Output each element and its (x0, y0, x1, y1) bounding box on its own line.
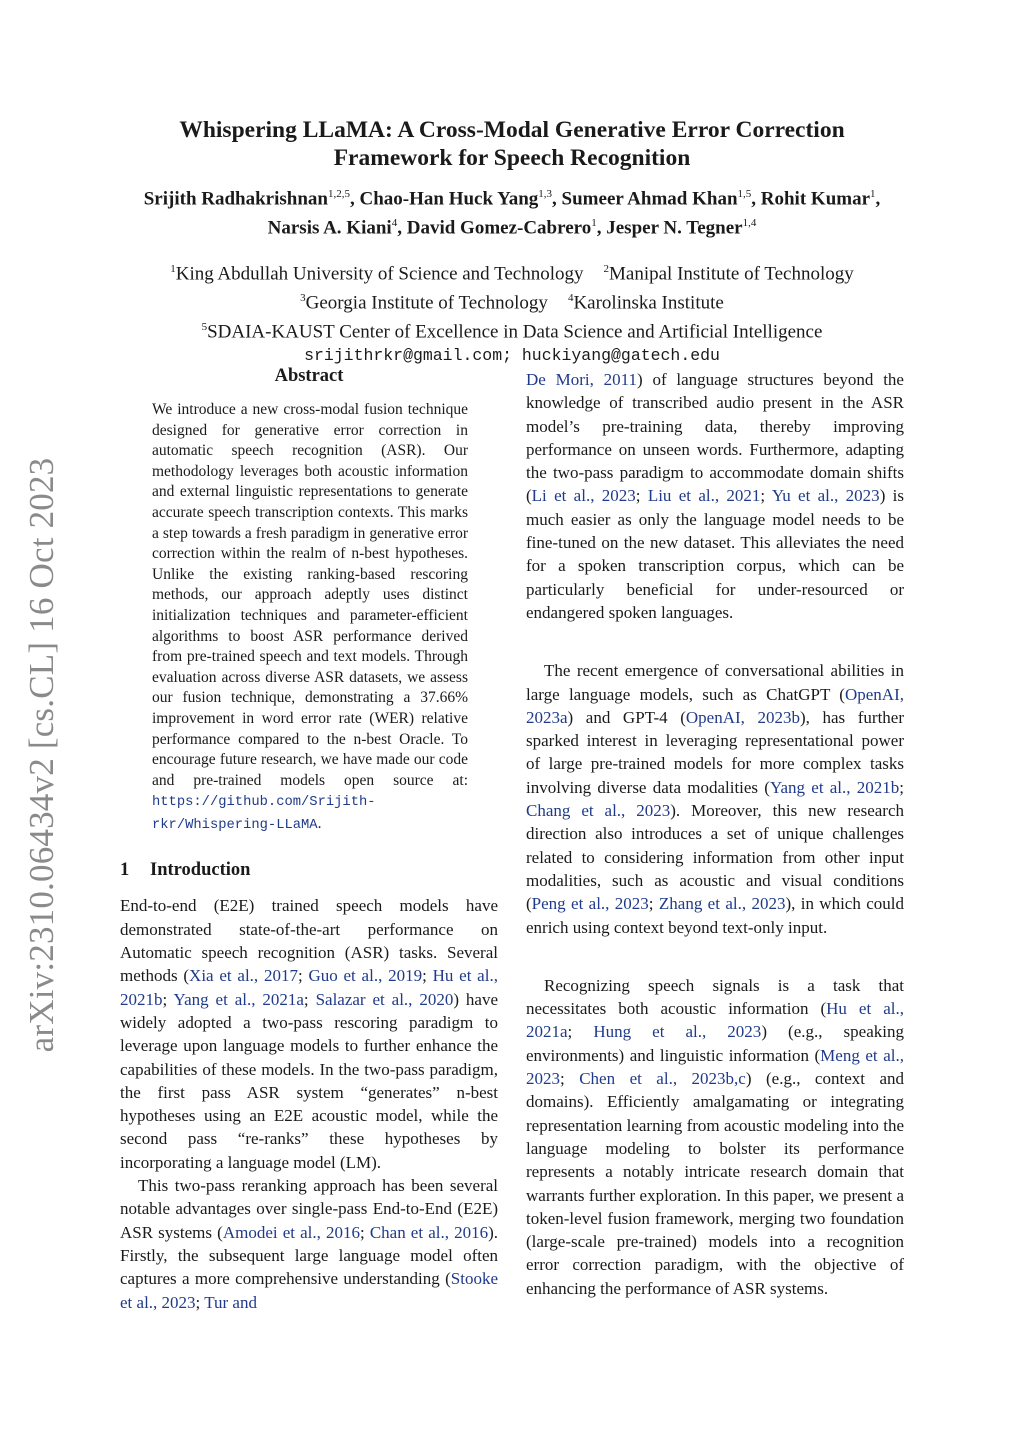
author: Rohit Kumar (760, 188, 871, 210)
contact-emails: srijithrkr@gmail.com; huckiyang@gatech.edu (304, 345, 720, 365)
author: David Gomez-Cabrero (406, 217, 592, 239)
paragraph-text: ), has further sparked interest in leveraging representational power of large pre-trained models for more complex tasks involving diverse data modalities ( (526, 707, 904, 797)
paragraph-text: ; (297, 966, 309, 986)
abstract-body: We introduce a new cross-modal fusion technique designed for generative error correction in automatic speech recognition (ASR). Our methodology leverages both acoustic information and external linguistic representations to generate accurate speech transcription contexts. This marks a step towards a fresh paradigm in generative error correction within the realm of n-best hypotheses. Unlike the existing ranking-based rescoring methods, our approach adeptly uses distinct initialization techniques and parameter-efficient algorithms to boost ASR performance derived from pre-trained speech and text models. Through evaluation across diverse ASR datasets, we assess our fusion technique, demonstrating a 37.66% improvement in word error rate (WER) relative performance compared to the n-best Oracle. To encourage future research, we have made our code and pre-trained models open source at: (152, 401, 468, 789)
abstract-heading: Abstract (274, 366, 344, 386)
affiliation: SDAIA-KAUST Center of Excellence in Data Science and Artificial Intelligence (207, 321, 823, 343)
citation-link[interactable]: Salazar et al., 2020 (315, 989, 454, 1009)
citation-link[interactable]: Xia et al., 2017 (189, 966, 298, 986)
section-number: 1 (120, 860, 130, 881)
citation-link[interactable]: Peng et al., 2023 (531, 894, 649, 914)
paragraph-text: End-to-end (E2E) trained speech models have demonstrated state-of-the-art performance on Automatic speech recognition (ASR) tasks. Several methods ( (120, 896, 498, 986)
citation-link[interactable]: Hu et al., 2021a (526, 999, 904, 1042)
paragraph-text: ) (e.g., speaking environments) and linguistic information ( (526, 1022, 904, 1065)
citation-link[interactable]: OpenAI, 2023b (685, 707, 800, 727)
citation-link[interactable]: Hung et al., 2023 (593, 1022, 762, 1042)
intro-paragraph-2-continued (526, 368, 904, 624)
arxiv-stamp (14, 455, 70, 1055)
paragraph-text: ) is much easier as only the language model needs to be fine-tuned on the new dataset. This alleviates the need for a spoken transcription corpus, which can be particularly beneficial for under-resourced or endangered spoken languages. (526, 486, 904, 622)
citation-link[interactable]: Chang et al., 2023 (526, 801, 671, 821)
author: Chao-Han Huck Yang (359, 188, 539, 210)
citation-link[interactable]: Zhang et al., 2023 (658, 894, 786, 914)
author-affiliation-marker: 1,4 (742, 217, 757, 230)
paragraph-text: ; (162, 989, 174, 1009)
paragraph-text: ; (567, 1022, 594, 1042)
paragraph-text: ) (e.g., context and domains). Efficiently amalgamating or integrating representation learning from acoustic modeling into the language modeling to bolster its performance represents a notably intricate research domain that warrants further exploration. In this paper, we present a token-level fusion framework, merging two foundation (large-scale pre-trained) models into a recognition error correction paradigm, with the objective of enhancing the performance of ASR systems. (526, 1069, 904, 1298)
intro-paragraph-4 (526, 974, 904, 1300)
author-affiliation-marker: 1 (591, 217, 597, 230)
section-heading-introduction (120, 858, 498, 882)
paragraph-text: ; (560, 1069, 580, 1089)
author: Jesper N. Tegner (606, 217, 743, 239)
citation-link[interactable]: Chan et al., 2016 (369, 1222, 489, 1242)
citation-link[interactable]: Guo et al., 2019 (308, 966, 423, 986)
author-affiliation-marker: 1 (870, 188, 876, 200)
paragraph-text: ; (303, 989, 316, 1009)
intro-paragraph-1 (120, 894, 498, 1174)
citation-link[interactable]: Yang et al., 2021b (769, 777, 900, 797)
paragraph-text: ) have widely adopted a two-pass rescoring paradigm to leverage upon language models to further enhance the capabilities of these models. In the two-pass paradigm, the first pass ASR system “generates” n-best hypotheses using an E2E acoustic model, while the second pass “re-ranks” these hypotheses by incorporating a language model (LM). (120, 989, 499, 1172)
paragraph-text: ), in which could enrich using context beyond text-only input. (526, 894, 904, 937)
paragraph-text: ; (648, 894, 659, 914)
affiliation: Manipal Institute of Technology (609, 262, 854, 284)
paragraph-text: ) and GPT-4 ( (567, 707, 686, 727)
affiliation: Karolinska Institute (573, 292, 724, 314)
citation-link[interactable]: Chen et al., 2023b,c (579, 1069, 746, 1089)
citation-link[interactable]: Yang et al., 2021a (173, 989, 304, 1009)
citation-link[interactable]: OpenAI, 2023a (526, 684, 904, 727)
paper-title (120, 116, 904, 172)
citation-link[interactable]: Li et al., 2023 (531, 486, 636, 506)
author-affiliation-marker: 1,2,5 (328, 188, 350, 200)
affiliation-number: 2 (603, 262, 610, 275)
citation-link[interactable]: Liu et al., 2021 (647, 486, 761, 506)
affiliation-line (120, 286, 904, 315)
paragraph-text: ; (760, 486, 772, 506)
paragraph-text: ; (635, 486, 648, 506)
abstract-text (152, 400, 468, 836)
citation-link[interactable]: Amodei et al., 2016 (222, 1222, 360, 1242)
affiliation-number: 4 (567, 291, 574, 304)
author-affiliation-marker: 4 (391, 217, 398, 230)
citation-link[interactable]: Stooke et al., 2023 (120, 1269, 498, 1312)
affiliation-number: 3 (300, 291, 306, 304)
paragraph-text: ) of language structures beyond the knowledge of transcribed audio present in the ASR model’s pre-training data, thereby improving performance on unseen words. Furthermore, adapting the two-pass paradigm to accommodate domain shifts ( (526, 370, 904, 506)
affiliation-line (120, 257, 904, 286)
title-line-1: Whispering LLaMA: A Cross-Modal Generative Error Correction (179, 117, 845, 143)
paragraph-text: ; (422, 966, 433, 986)
citation-link[interactable]: Meng et al., 2023 (526, 1045, 904, 1089)
affiliation: Georgia Institute of Technology (305, 292, 548, 314)
paragraph-text: The recent emergence of conversational abilities in large language models, such as ChatGPT ( (526, 661, 904, 704)
author: Sumeer Ahmad Khan (561, 188, 738, 210)
citation-link[interactable]: Yu et al., 2023 (771, 486, 880, 506)
paragraph-text: ; (195, 1292, 205, 1312)
intro-paragraph-3 (526, 659, 904, 939)
citation-link[interactable]: De Mori, 2011 (526, 370, 637, 389)
code-repository-link[interactable]: https://github.com/​Srijith-rkr/Whispering-LLaMA (152, 795, 376, 833)
left-column (120, 364, 498, 1314)
paragraph-text: This two-pass reranking approach has been several notable advantages over single-pass End-to-End (E2E) ASR systems ( (120, 1176, 498, 1242)
title-block (120, 116, 904, 367)
citation-link[interactable]: Tur and (204, 1292, 257, 1312)
affiliation-number: 5 (201, 321, 208, 334)
affiliation: King Abdullah University of Science and Technology (175, 262, 584, 284)
affiliation-list (120, 257, 904, 367)
intro-paragraph-2 (120, 1174, 498, 1314)
author: Srijith Radhakrishnan (143, 188, 328, 210)
section-title: Introduction (150, 860, 251, 881)
abstract-end: . (317, 814, 322, 832)
author-affiliation-marker: 1,3 (538, 188, 553, 200)
paragraph-text: ). Moreover, this new research direction also introduces a set of unique challenges related to considering information from other input modalities, such as acoustic and visual conditions ( (526, 801, 904, 914)
paragraph-text: Recognizing speech signals is a task that necessitates both acoustic information ( (526, 975, 904, 1019)
paragraph-text: ). Firstly, the subsequent large language model often captures a more comprehensive understanding ( (120, 1222, 498, 1289)
affiliation-number: 1 (170, 262, 176, 275)
title-line-2: Framework for Speech Recognition (333, 145, 691, 171)
paragraph-text: ; (359, 1222, 370, 1242)
right-column (526, 368, 904, 1300)
author-affiliation-marker: 1,5 (737, 188, 752, 200)
author: Narsis A. Kiani (267, 217, 392, 239)
paragraph-text: ; (899, 777, 904, 797)
citation-link[interactable]: Hu et al., 2021b (120, 966, 498, 1009)
arxiv-id-text: arXiv:2310.06434v2 [cs.CL] 16 Oct 2023 (22, 457, 61, 1053)
affiliation-line (120, 315, 904, 344)
author-list: Srijith Radhakrishnan$^{1,2,5}$, Chao-Han Huck Yang$^{1,3}$, Sumeer Ahmad Khan$^{1,5}$, Rohit Kumar$^1$, Narsis A. Kiani$^4$, David Gomez-Cabrero$^1$, Jesper N. Tegner$^{1,4}$ (143, 188, 881, 239)
